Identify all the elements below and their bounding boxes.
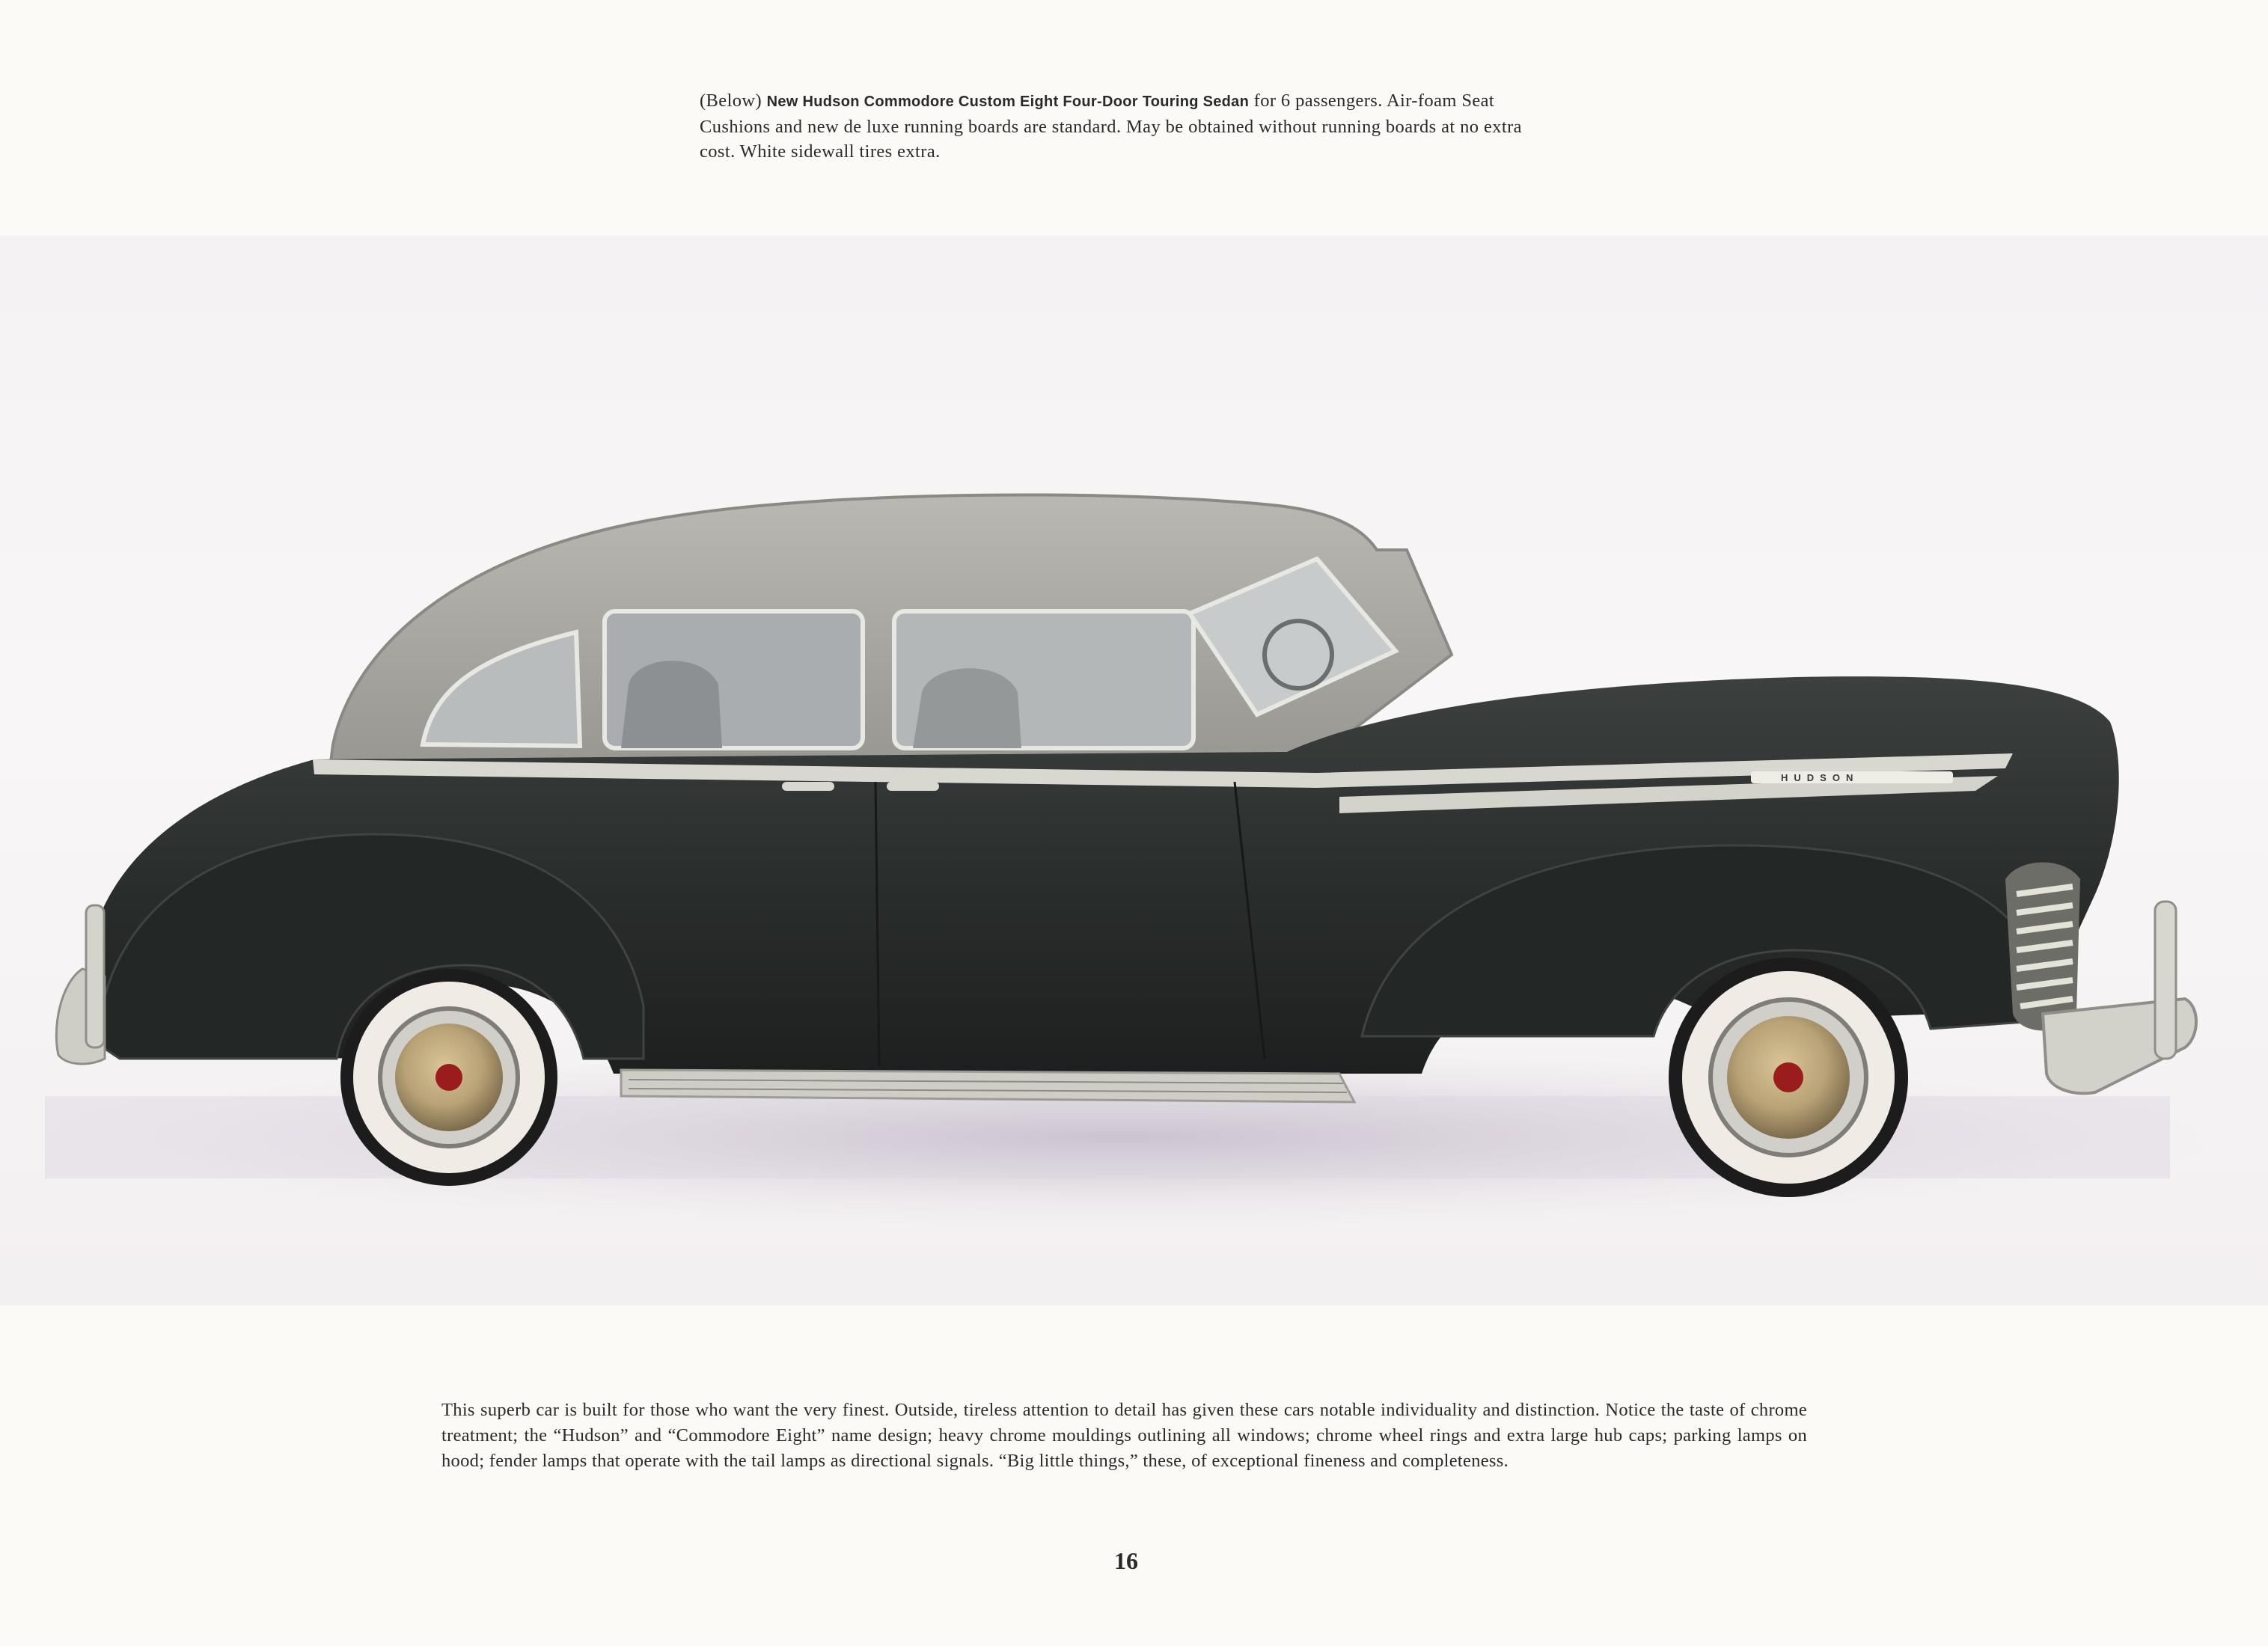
front-wheel: [1669, 958, 1908, 1197]
top-caption: [700, 88, 1560, 164]
caption-model-name: New Hudson Commodore Custom Eight Four-Door Touring Sedan: [766, 94, 1250, 110]
running-board: [621, 1070, 1354, 1102]
rear-wheel: [340, 969, 557, 1186]
sedan-illustration: [0, 236, 2268, 1306]
hudson-badge-text: HUDSON: [1781, 772, 1859, 783]
body-copy: This superb car is built for those who want the very finest. Outside, tireless attention to detail has given these cars notable individuality and distinction. Notice the taste of chrome treatment; the “Hudson” and “Commodore Eight” name design; heavy chrome mouldings outlining all windows; chrome wheel rings and extra large hub caps; parking lamps on hood; fender lamps that operate with the tail lamps as directional signals. “Big little things,” these, of exceptional fineness and completeness.: [441, 1400, 1807, 1471]
grille: [2005, 863, 2080, 1031]
bumper-guard: [2155, 902, 2176, 1059]
car-illustration: [0, 236, 2268, 1306]
caption-prefix: (Below): [700, 91, 762, 111]
caption-rest: for 6 passengers. Air-foam Seat Cushions and new de luxe running boards are standard. May be obtained without running boards at no extra cost. White sidewall tires extra.: [700, 91, 1522, 162]
page-number: 16: [1114, 1547, 1138, 1574]
